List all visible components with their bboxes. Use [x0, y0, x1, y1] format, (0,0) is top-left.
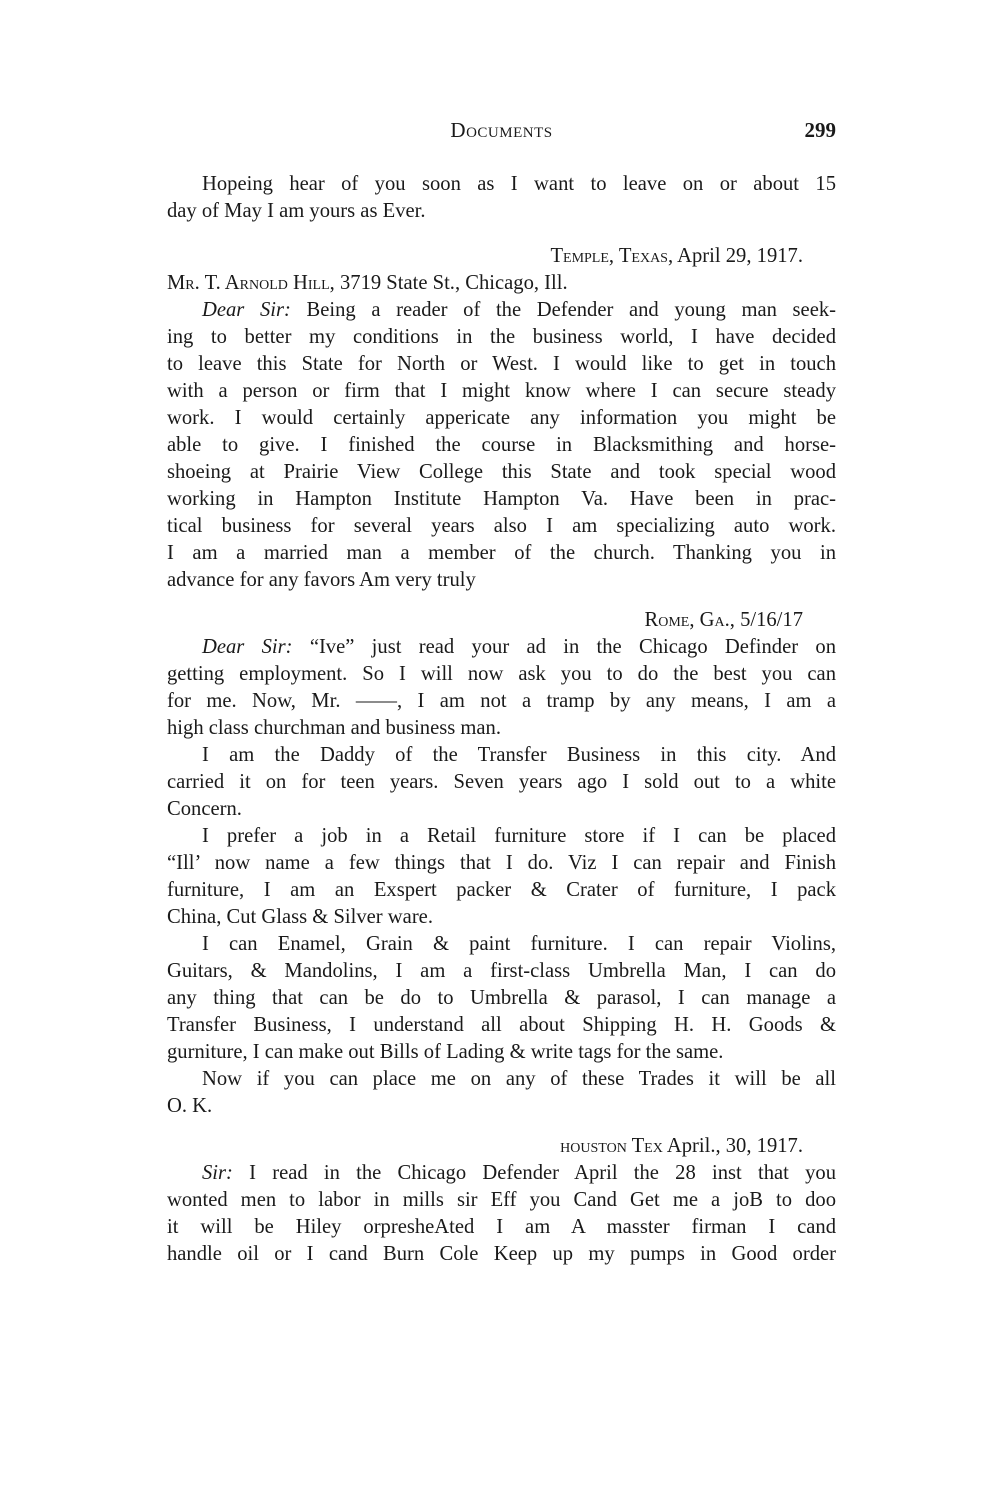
text-line: handle oil or I cand Burn Cole Keep up my pumps in Good order — [167, 1243, 836, 1265]
text-line: tical business for several years also I am specializing auto work. — [167, 515, 836, 537]
text-line: I can Enamel, Grain & paint furniture. I can repair Violins, — [202, 933, 836, 955]
text-line: any thing that can be do to Umbrella & parasol, I can manage a — [167, 987, 836, 1009]
text-line: wonted men to labor in mills sir Eff you Cand Get me a joB to doo — [167, 1189, 836, 1211]
dateline-date: 5/16/17 — [740, 609, 803, 631]
dateline — [560, 1133, 803, 1160]
text-line: Guitars, & Mandolins, I am a first-class Umbrella Man, I can do — [167, 960, 836, 982]
text-line: I am the Daddy of the Transfer Business in this city. And — [202, 744, 836, 766]
text-line: working in Hampton Institute Hampton Va. Have been in prac- — [167, 488, 836, 510]
dateline — [644, 607, 803, 634]
dateline-date: April., 30, 1917. — [666, 1135, 803, 1157]
dateline-place: Rome, Ga., — [644, 609, 735, 631]
text-line: advance for any favors Am very truly — [167, 569, 476, 591]
text-line: “Ill’ now name a few things that I do. Viz I can repair and Finish — [167, 852, 836, 874]
dateline-place: houston Tex — [560, 1135, 663, 1157]
text-line: day of May I am yours as Ever. — [167, 200, 426, 222]
text-line: for me. Now, Mr. ——, I am not a tramp by any means, I am a — [167, 690, 836, 712]
salutation: Sir: — [202, 1162, 233, 1184]
text-line: carried it on for teen years. Seven years ago I sold out to a white — [167, 771, 836, 793]
text-line — [167, 634, 836, 661]
dateline — [550, 243, 803, 270]
text-line — [167, 1160, 836, 1187]
text-line: Now if you can place me on any of these Trades it will be all — [202, 1068, 836, 1090]
dateline-date: April 29, 1917. — [677, 245, 803, 267]
text-line: to leave this State for North or West. I would like to get in touch — [167, 353, 836, 375]
text-line: China, Cut Glass & Silver ware. — [167, 906, 433, 928]
text-line: O. K. — [167, 1095, 213, 1117]
dateline-place: Temple, Texas, — [550, 245, 674, 267]
text-line: high class churchman and business man. — [167, 717, 502, 739]
salutation: Dear Sir: — [202, 299, 291, 321]
salutation: Dear Sir: — [202, 636, 293, 658]
page-number: 299 — [804, 118, 836, 142]
text-line: Concern. — [167, 798, 242, 820]
text-line: with a person or firm that I might know where I can secure steady — [167, 380, 836, 402]
text-line-content: “Ive” just read your ad in the Chicago Definder on — [309, 636, 836, 658]
text-line: getting employment. So I will now ask you to do the best you can — [167, 663, 836, 685]
text-line: I am a married man a member of the church. Thanking you in — [167, 542, 836, 564]
text-line: ing to better my conditions in the business world, I have decided — [167, 326, 836, 348]
text-line: work. I would certainly appericate any information you might be — [167, 407, 836, 429]
text-line: gurniture, I can make out Bills of Lading & write tags for the same. — [167, 1041, 724, 1063]
addressee-name: Mr. T. Arnold Hill, — [167, 272, 335, 294]
text-line: furniture, I am an Exspert packer & Crater of furniture, I pack — [167, 879, 836, 901]
text-line: able to give. I finished the course in Blacksmithing and horse- — [167, 434, 836, 456]
text-line: I prefer a job in a Retail furniture store if I can be placed — [202, 825, 836, 847]
text-line: Transfer Business, I understand all about Shipping H. H. Goods & — [167, 1014, 836, 1036]
running-title: Documents — [450, 118, 553, 142]
text-line — [167, 297, 836, 324]
text-line: Hopeing hear of you soon as I want to leave on or about 15 — [202, 173, 836, 195]
text-line-content: Being a reader of the Defender and young man seek- — [306, 299, 836, 321]
text-line: it will be Hiley orpresheAted I am A masster firman I cand — [167, 1216, 836, 1238]
addressee-address: 3719 State St., Chicago, Ill. — [339, 272, 568, 294]
text-line: shoeing at Prairie View College this State and took special wood — [167, 461, 836, 483]
addressee — [167, 270, 836, 297]
text-line-content: I read in the Chicago Defender April the 28 inst that you — [249, 1162, 836, 1184]
running-head — [167, 118, 836, 148]
